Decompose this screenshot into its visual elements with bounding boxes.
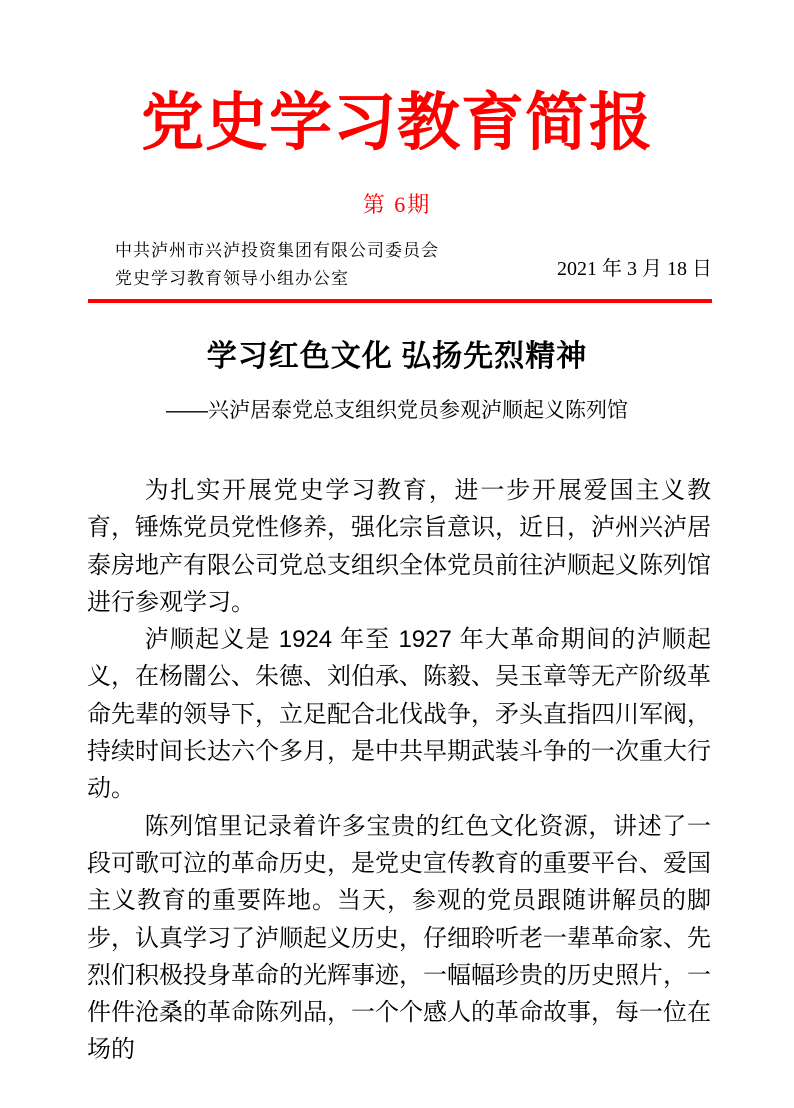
issue-number: 第 6期 xyxy=(362,192,432,217)
issuer-block xyxy=(115,237,475,293)
red-divider xyxy=(88,299,712,303)
masthead-title: 党史学习教育简报 xyxy=(141,88,653,158)
body-paragraph: 陈列馆里记录着许多宝贵的红色文化资源，讲述了一段可歌可泣的革命历史，是党史宣传教育的重要平台、爱国主义教育的重要阵地。当天，参观的党员跟随讲解员的脚步，认真学习了泸顺起义历史，仔细聆听老一辈革命家、先烈们积极投身革命的光辉事迹，一幅幅珍贵的历史照片，一件件沧桑的革命陈列品，一个个感人的革命故事，每一位在场的 xyxy=(87,812,711,1064)
body-paragraph: 为扎实开展党史学习教育，进一步开展爱国主义教育，锤炼党员党性修养，强化宗旨意识，近日，泸州兴泸居泰房地产有限公司党总支组织全体党员前往泸顺起义陈列馆进行参观学习。 xyxy=(87,477,711,616)
body-paragraph: 泸顺起义是 1924 年至 1927 年大革命期间的泸顺起义，在杨闇公、朱德、刘伯承、陈毅、吴玉章等无产阶级革命先辈的领导下，立足配合北伐战争，矛头直指四川军阀，持续时间长达六个多月，是中共早期武装斗争的一次重大行动。 xyxy=(87,626,711,803)
article-title: 学习红色文化 弘扬先烈精神 xyxy=(206,340,588,373)
issuer-line-2: 党史学习教育领导小组办公室 xyxy=(115,269,349,288)
issue-date: 2021 年 3 月 18 日 xyxy=(557,258,712,280)
article-body xyxy=(87,472,711,1069)
issuer-line-1: 中共泸州市兴泸投资集团有限公司委员会 xyxy=(115,241,439,260)
article-subtitle: ——兴泸居泰党总支组织党员参观泸顺起义陈列馆 xyxy=(166,399,628,422)
